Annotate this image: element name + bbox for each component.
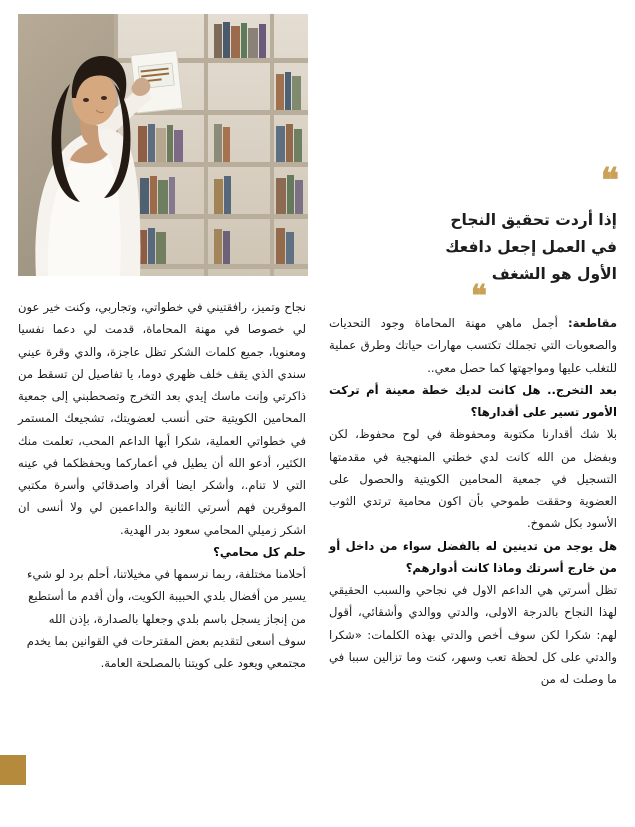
- pull-quote-line-3: الأول هو الشغف: [491, 265, 617, 284]
- interruption-text: أجمل ماهي مهنة المحاماة وجود التحديات والصعوبات التي تجملك تكتسب مهارات حياتك وطرق عملية للتغلب عليها ومواجهتها كما حصل معي..: [329, 316, 617, 375]
- pull-quote-line-2: في العمل إجعل دافعك: [445, 238, 617, 257]
- quote-mark-icon: ❝: [600, 161, 617, 201]
- answer-family-support: تظل أسرتي هي الداعم الاول في نجاحي والسبب الحقيقي لهذا النجاح بالدرجة الاولى، والدتي ووالدي وأشقائي، أقول لهم: شكرا لكن سوف أخص والدتي بهذه الكلمات: «شكرا والدتي على كل لحظة تعب وسهر، كنت وما تزالين سببا في ما وصلت له من: [329, 583, 617, 686]
- interruption-label: مقاطعة:: [567, 316, 617, 330]
- paragraph-interruption: [329, 312, 617, 379]
- secondary-quote-mark-icon: ❝: [470, 279, 485, 314]
- pull-quote-line-1: إذا أردت تحقيق النجاح: [450, 211, 617, 230]
- question-after-graduation: بعد التخرج.. هل كانت لديك خطة معينة أم تركت الأمور تسير على أقدارها؟: [329, 382, 617, 419]
- pull-quote-text: [329, 207, 617, 288]
- pull-quote: [329, 161, 617, 289]
- woman-in-library-photo: [18, 14, 308, 276]
- page-corner-tab: [0, 755, 26, 785]
- article-column-left: [18, 296, 306, 674]
- question-family-support: هل يوجد من تدينين له بالفضل سواء من داخل أو من خارج أسرتك وماذا كانت أدوارهم؟: [329, 538, 617, 575]
- answer-after-graduation: بلا شك أقدارنا مكتوبة ومحفوظة في لوح محفوظ، لكن وبفضل من الله كانت لدي خطتي المنهجية في مقدمتها التسجيل في جمعية المحامين الكويتية والحصول على العضوية وحققت طموحي بأن اكون محامية ترتدي الثوب الأسود بكل شموخ.: [329, 427, 617, 531]
- question-dream-lawyer: حلم كل محامي؟: [213, 544, 306, 559]
- answer-dream-lawyer: أحلامنا مختلفة، ربما نرسمها في مخيلاتنا، أحلم برد لو شيء يسير من أفضال بلدي الحبيبة الكويت، وأن أقدم ما أستطيع من إنجاز يسجل باسم بلدي وجعلها بالصدارة، بإذن الله سوف أسعى لتقديم بعض المقترحات في القوانين بما يخدم مجتمعي ويعود على كويتنا بالمصلحة العامة.: [26, 567, 306, 670]
- article-column-right: [329, 312, 617, 690]
- paragraph-career: نجاح وتميز، رافقتيني في خطواتي، وتجاربي، وكنت خير عون لي خصوصا في مهنة المحاماة، قدمت لي دعما نفسيا ومعنويا، جميع كلمات الشكر تظل عاجزة، والدي وقرة عيني سندي الذي يقف خلف ظهري دوما، يا تفاصيل لن تسقط من ذاكرتي وإنت ماسك إيدي بعد التخرج وتصحطبني إلى جمعية المحامين الكويتية حتى أنسب لعضويتك، تشجيعك المستمر في خطواتي العملية، شكرا أبها الداعم المحب، تعلمت منك الكثير، أدعو الله أن يطيل في أعماركما ويحفظكما في عينه التي لا تنام.، وأشكر ايضا أفراد واصدقائي وأسرة مكتبي الموقرين فهم أسرتي الثانية والداعمين لي ولا أنسى ان اشكر زميلي المحامي سعود بدر الهدية.: [18, 300, 306, 537]
